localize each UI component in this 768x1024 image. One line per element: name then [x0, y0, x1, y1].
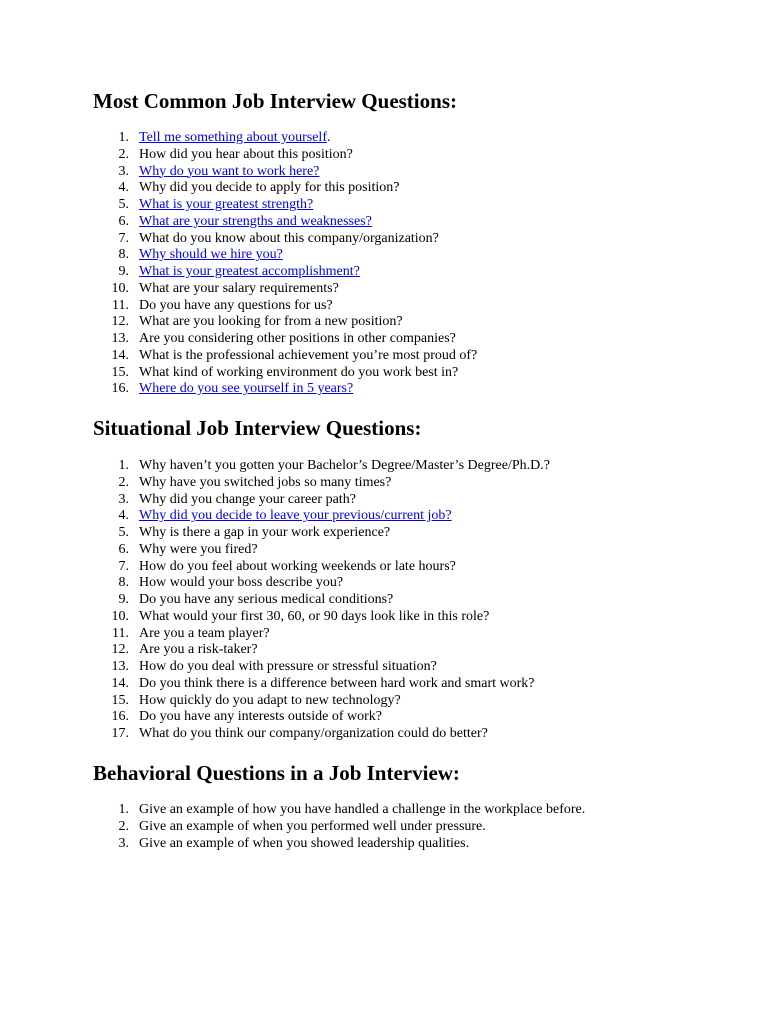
question-number: 2.: [118, 818, 129, 834]
question-number: 16.: [111, 709, 129, 725]
question-trailing-punctuation: .: [327, 130, 331, 145]
question-text: Give an example of when you performed well under pressure.: [139, 818, 486, 834]
question-text: How quickly do you adapt to new technology?: [139, 692, 401, 708]
question-text: Give an example of when you showed leadership qualities.: [139, 835, 470, 851]
question-number: 10.: [111, 608, 129, 624]
question-number: 6.: [118, 213, 129, 229]
question-text: Do you think there is a difference between hard work and smart work?: [139, 675, 535, 691]
question-text: How do you feel about working weekends or late hours?: [139, 558, 456, 574]
question-text: Do you have any interests outside of work?: [139, 709, 382, 725]
question-number: 15.: [111, 692, 129, 708]
question-number: 3.: [118, 491, 129, 507]
question-link[interactable]: What are your strengths and weaknesses?: [139, 213, 372, 229]
question-text: Do you have any questions for us?: [139, 297, 333, 313]
question-text: Why have you switched jobs so many times?: [139, 474, 392, 490]
question-text: Are you considering other positions in other companies?: [139, 331, 456, 346]
question-text: Why did you change your career path?: [139, 491, 356, 507]
question-number: 1.: [118, 458, 129, 473]
question-number: 2.: [118, 146, 129, 162]
section-title-situational: Situational Job Interview Questions:: [93, 416, 422, 440]
question-number: 3.: [118, 835, 129, 851]
question-number: 17.: [111, 726, 129, 741]
question-number: 7.: [118, 230, 129, 246]
question-text: How would your boss describe you?: [139, 575, 344, 591]
question-number: 15.: [111, 364, 129, 380]
section-title-common: Most Common Job Interview Questions:: [93, 89, 457, 113]
question-number: 1.: [118, 802, 129, 817]
question-text: What are your salary requirements?: [139, 280, 339, 296]
question-number: 4.: [118, 180, 129, 196]
question-text: Why haven’t you gotten your Bachelor’s Degree/Master’s Degree/Ph.D.?: [139, 458, 550, 473]
question-text: Why is there a gap in your work experience?: [139, 525, 391, 540]
question-number: 1.: [118, 130, 129, 145]
question-text: What is the professional achievement you’re most proud of?: [139, 347, 478, 363]
question-text: Are you a team player?: [139, 625, 270, 641]
question-number: 10.: [111, 280, 129, 296]
question-number: 8.: [118, 247, 129, 263]
question-text: What do you know about this company/organization?: [139, 230, 439, 246]
question-number: 5.: [118, 197, 129, 212]
question-text: Do you have any serious medical conditions?: [139, 592, 394, 607]
question-number: 2.: [118, 474, 129, 490]
question-number: 3.: [118, 163, 129, 179]
question-link[interactable]: Why did you decide to leave your previous/current job?: [139, 508, 452, 524]
question-link[interactable]: Why should we hire you?: [139, 247, 283, 263]
question-link[interactable]: Where do you see yourself in 5 years?: [139, 381, 354, 397]
question-number: 14.: [111, 675, 129, 691]
question-number: 13.: [111, 659, 129, 674]
question-number: 7.: [118, 558, 129, 574]
question-number: 12.: [111, 642, 129, 658]
question-number: 9.: [118, 592, 129, 607]
question-link[interactable]: Why do you want to work here?: [139, 163, 320, 179]
question-number: 8.: [118, 575, 129, 591]
question-link[interactable]: Tell me something about yourself: [139, 130, 327, 145]
question-text: What kind of working environment do you work best in?: [139, 364, 459, 380]
question-text: How do you deal with pressure or stressful situation?: [139, 659, 437, 674]
question-number: 6.: [118, 541, 129, 557]
question-number: 11.: [112, 297, 129, 313]
question-text: How did you hear about this position?: [139, 146, 353, 162]
question-text: What do you think our company/organization could do better?: [139, 726, 488, 741]
question-text: Why did you decide to apply for this position?: [139, 180, 400, 196]
question-text: Are you a risk-taker?: [139, 642, 258, 658]
question-number: 16.: [111, 381, 129, 397]
question-text: What are you looking for from a new position?: [139, 314, 403, 330]
question-text: What would your first 30, 60, or 90 days look like in this role?: [139, 608, 490, 624]
question-number: 14.: [111, 347, 129, 363]
question-link[interactable]: What is your greatest strength?: [139, 197, 314, 212]
question-link[interactable]: What is your greatest accomplishment?: [139, 264, 360, 279]
question-number: 12.: [111, 314, 129, 330]
question-number: 4.: [118, 508, 129, 524]
section-title-behavioral: Behavioral Questions in a Job Interview:: [93, 761, 460, 785]
question-number: 9.: [118, 264, 129, 279]
question-text: Give an example of how you have handled a challenge in the workplace before.: [139, 802, 586, 817]
question-number: 11.: [112, 625, 129, 641]
question-number: 5.: [118, 525, 129, 540]
question-text: Why were you fired?: [139, 541, 258, 557]
question-number: 13.: [111, 331, 129, 346]
